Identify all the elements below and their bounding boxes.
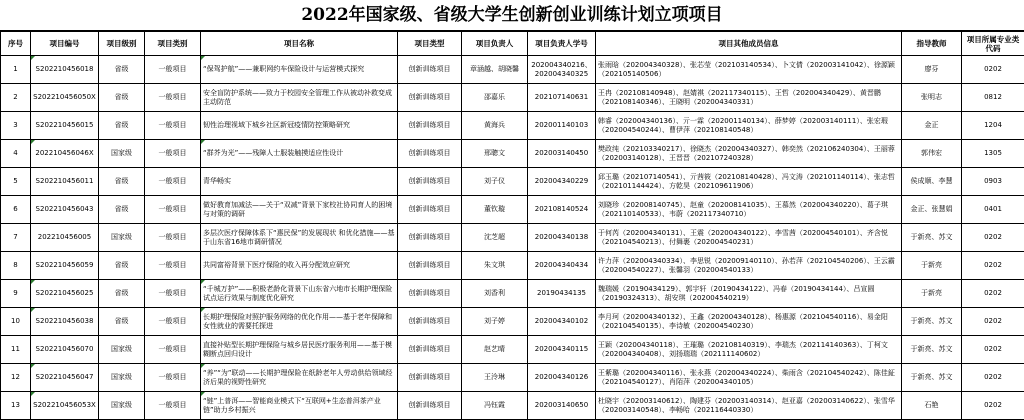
advisor-cell[interactable]: 金正 <box>902 112 962 140</box>
table-row[interactable] <box>1 280 1024 308</box>
major-code-cell[interactable]: 1305 <box>962 140 1024 168</box>
leader-id-cell[interactable]: 202004340115 <box>528 336 596 364</box>
leader-cell[interactable]: 朱文琪 <box>462 252 528 280</box>
project-code-cell[interactable]: S202210456053X <box>31 392 99 420</box>
major-code-cell[interactable]: 0202 <box>962 392 1024 420</box>
leader-cell[interactable]: 刘子仪 <box>462 168 528 196</box>
leader-cell[interactable]: 刘子婷 <box>462 308 528 336</box>
project-level-cell[interactable]: 国家级 <box>99 392 145 420</box>
project-level-cell[interactable]: 省级 <box>99 252 145 280</box>
project-level-cell[interactable]: 省级 <box>99 196 145 224</box>
members-cell[interactable]: 李月珂（202004340132）、王鑫（202004340128）、杨惠源（202104540116）、易金阳（202104540135）、李诗敏（202004540230） <box>596 308 902 336</box>
project-type-cell[interactable]: 创新训练项目 <box>398 168 462 196</box>
project-name-cell[interactable]: 青华畅实 <box>201 168 398 196</box>
table-row[interactable] <box>1 140 1024 168</box>
leader-cell[interactable]: 赵艺晴 <box>462 336 528 364</box>
project-code-cell[interactable]: S202210456015 <box>31 112 99 140</box>
leader-id-cell[interactable]: 202108140524 <box>528 196 596 224</box>
project-level-cell[interactable]: 省级 <box>99 56 145 84</box>
column-header[interactable]: 项目类别 <box>145 32 201 56</box>
project-level-cell[interactable]: 省级 <box>99 280 145 308</box>
project-type-cell[interactable]: 创新训练项目 <box>398 112 462 140</box>
major-code-cell[interactable]: 0401 <box>962 196 1024 224</box>
project-code-cell[interactable]: S202210456050X <box>31 84 99 112</box>
project-name-cell[interactable]: 多层次医疗保障体系下“惠民保”的发展现状 和优化措施——基于山东省16地市调研情况 <box>201 224 398 252</box>
project-table <box>0 31 1024 420</box>
project-level-cell[interactable]: 省级 <box>99 308 145 336</box>
major-code-cell[interactable]: 0202 <box>962 280 1024 308</box>
advisor-cell[interactable]: 郭伟宏 <box>902 140 962 168</box>
leader-id-cell[interactable]: 202004340216、202004340325 <box>528 56 596 84</box>
project-type-cell[interactable]: 创新训练项目 <box>398 140 462 168</box>
leader-id-cell[interactable]: 20190434135 <box>528 280 596 308</box>
project-code-cell[interactable]: S202210456025 <box>31 280 99 308</box>
leader-id-cell[interactable]: 202004340102 <box>528 308 596 336</box>
table-row[interactable] <box>1 308 1024 336</box>
column-header[interactable]: 项目所属专业类代码 <box>962 32 1024 56</box>
header-row <box>1 32 1024 56</box>
leader-cell[interactable]: 王泠琳 <box>462 364 528 392</box>
project-code-cell[interactable]: S202210456018 <box>31 56 99 84</box>
members-cell[interactable]: 张雨晗（202004340328）、张芯莹（202103140534）、卜文倩（202003141042）、徐源颖（202105140506） <box>596 56 902 84</box>
row-number-cell[interactable]: 9 <box>1 280 31 308</box>
leader-cell[interactable]: 邵嘉乐 <box>462 84 528 112</box>
project-name-cell[interactable]: 直接补贴型长期护理保险与城乡居民医疗服务利用——基于模糊断点回归设计 <box>201 336 398 364</box>
advisor-cell[interactable]: 于新亮 <box>902 252 962 280</box>
project-category-cell[interactable]: 一般项目 <box>145 364 201 392</box>
project-category-cell[interactable]: 一般项目 <box>145 84 201 112</box>
row-number-cell[interactable]: 5 <box>1 168 31 196</box>
leader-id-cell[interactable]: 202107140631 <box>528 84 596 112</box>
major-code-cell[interactable]: 0812 <box>962 84 1024 112</box>
leader-cell[interactable]: 章涵越、胡晓馨 <box>462 56 528 84</box>
project-level-cell[interactable]: 国家级 <box>99 364 145 392</box>
advisor-cell[interactable]: 廖芬 <box>902 56 962 84</box>
table-body <box>1 56 1024 420</box>
project-type-cell[interactable]: 创新训练项目 <box>398 364 462 392</box>
project-category-cell[interactable]: 一般项目 <box>145 140 201 168</box>
advisor-cell[interactable]: 于新亮、苏文 <box>902 224 962 252</box>
project-code-cell[interactable]: S202210456011 <box>31 168 99 196</box>
advisor-cell[interactable]: 于新亮、苏文 <box>902 364 962 392</box>
members-cell[interactable]: 王颖（202004340118）、王璀璐（202108140319）、李瑞杰（202114140363）、丁柯文（202004340408）、刘扬瑞瑞（202111140602） <box>596 336 902 364</box>
major-code-cell[interactable]: 0202 <box>962 364 1024 392</box>
project-code-cell[interactable]: S202210456070 <box>31 336 99 364</box>
row-number-cell[interactable]: 6 <box>1 196 31 224</box>
major-code-cell[interactable]: 0202 <box>962 224 1024 252</box>
leader-id-cell[interactable]: 202004340138 <box>528 224 596 252</box>
project-code-cell[interactable]: S202210456043 <box>31 196 99 224</box>
project-code-cell[interactable]: S202210456038 <box>31 308 99 336</box>
row-number-cell[interactable]: 7 <box>1 224 31 252</box>
column-header[interactable]: 项目负责人学号 <box>528 32 596 56</box>
project-level-cell[interactable]: 省级 <box>99 112 145 140</box>
project-name-cell[interactable]: “千城万护”——积极老龄化背景下山东省六地市长期护理保险试点运行效果与制度优化研究 <box>201 280 398 308</box>
row-number-cell[interactable]: 8 <box>1 252 31 280</box>
project-category-cell[interactable]: 一般项目 <box>145 392 201 420</box>
members-cell[interactable]: 刘晓珍（202008140745）、赵童（202008141035）、王慕然（202004340220）、葛子琪（202110140533）、韦蔚（202117340710） <box>596 196 902 224</box>
row-number-cell[interactable]: 3 <box>1 112 31 140</box>
row-number-cell[interactable]: 4 <box>1 140 31 168</box>
project-type-cell[interactable]: 创新训练项目 <box>398 196 462 224</box>
project-name-cell[interactable]: “保驾护航”——兼职网约车保险设计与运营模式探究 <box>201 56 398 84</box>
project-category-cell[interactable]: 一般项目 <box>145 168 201 196</box>
column-header[interactable]: 项目其他成员信息 <box>596 32 902 56</box>
table-row[interactable] <box>1 84 1024 112</box>
table-row[interactable] <box>1 112 1024 140</box>
leader-id-cell[interactable]: 202004340126 <box>528 364 596 392</box>
column-header[interactable]: 指导教师 <box>902 32 962 56</box>
major-code-cell[interactable]: 1204 <box>962 112 1024 140</box>
project-category-cell[interactable]: 一般项目 <box>145 112 201 140</box>
project-type-cell[interactable]: 创新训练项目 <box>398 224 462 252</box>
leader-cell[interactable]: 沈芝超 <box>462 224 528 252</box>
row-number-cell[interactable]: 10 <box>1 308 31 336</box>
leader-id-cell[interactable]: 202004340229 <box>528 168 596 196</box>
leader-id-cell[interactable]: 202003140650 <box>528 392 596 420</box>
advisor-cell[interactable]: 石艳 <box>902 392 962 420</box>
column-header[interactable]: 项目编号 <box>31 32 99 56</box>
leader-id-cell[interactable]: 202001140103 <box>528 112 596 140</box>
members-cell[interactable]: 魏瑞媛（20190434129）、郭宇轩（20190434122）、冯春（20190434144）、吕宣圆（20190324313）、胡安琪（202004540219） <box>596 280 902 308</box>
leader-cell[interactable]: 冯钰霞 <box>462 392 528 420</box>
project-category-cell[interactable]: 一般项目 <box>145 336 201 364</box>
table-row[interactable] <box>1 364 1024 392</box>
project-level-cell[interactable]: 国家级 <box>99 224 145 252</box>
advisor-cell[interactable]: 于新亮 <box>902 280 962 308</box>
project-name-cell[interactable]: “链”上普洱——智能商业模式下“互联网+生态普洱茶产业链”助力乡村振兴 <box>201 392 398 420</box>
table-row[interactable] <box>1 252 1024 280</box>
table-row[interactable] <box>1 196 1024 224</box>
project-level-cell[interactable]: 国家级 <box>99 140 145 168</box>
project-name-cell[interactable]: “养”“为”联动——长期护理保险在纸龄老年人劳动供给领域经济后果的视野性研究 <box>201 364 398 392</box>
project-type-cell[interactable]: 创新训练项目 <box>398 308 462 336</box>
project-name-cell[interactable]: 长期护理保险对照护服务网络的优化作用——基于老年保障和女性就业的需要托探进 <box>201 308 398 336</box>
project-type-cell[interactable]: 创新训练项目 <box>398 392 462 420</box>
members-cell[interactable]: 韩睿（202004340136）、亓一霖（202001140134）、薛梦婷（202003140111）、张宏瑕（202004540244）、曹伊萍（202108140548） <box>596 112 902 140</box>
project-code-cell[interactable]: 202210456046X <box>31 140 99 168</box>
table-row[interactable] <box>1 392 1024 420</box>
advisor-cell[interactable]: 于新亮、苏文 <box>902 308 962 336</box>
page-title: 2022年国家级、省级大学生创新创业训练计划立项项目 <box>0 0 1024 31</box>
leader-id-cell[interactable]: 202003140450 <box>528 140 596 168</box>
project-level-cell[interactable]: 省级 <box>99 168 145 196</box>
project-category-cell[interactable]: 一般项目 <box>145 252 201 280</box>
members-cell[interactable]: 于何芮（202004340131）、王震（202004340122）、李雪茜（202004540101）、齐含悦（202104540213）、付舞裹（202004540231） <box>596 224 902 252</box>
project-name-cell[interactable]: “群芥为光”——残障人士服装触摸适应性设计 <box>201 140 398 168</box>
project-name-cell[interactable]: 共同富裕背景下医疗保险的收入再分配效应研究 <box>201 252 398 280</box>
project-category-cell[interactable]: 一般项目 <box>145 280 201 308</box>
row-number-cell[interactable]: 1 <box>1 56 31 84</box>
advisor-cell[interactable]: 于新亮、苏文 <box>902 336 962 364</box>
advisor-cell[interactable]: 张明志 <box>902 84 962 112</box>
major-code-cell[interactable]: 0202 <box>962 56 1024 84</box>
column-header[interactable]: 项目级别 <box>99 32 145 56</box>
column-header[interactable]: 项目类型 <box>398 32 462 56</box>
project-code-cell[interactable]: 202210456005 <box>31 224 99 252</box>
members-cell[interactable]: 杜晓宇（202003140612）、陶建芬（202003140314）、赵亚嘉（202003140622）、张雪华（202003140548）、李畅哈（202116440330） <box>596 392 902 420</box>
project-type-cell[interactable]: 创新训练项目 <box>398 280 462 308</box>
row-number-cell[interactable]: 2 <box>1 84 31 112</box>
leader-cell[interactable]: 董钦璇 <box>462 196 528 224</box>
column-header[interactable]: 项目名称 <box>201 32 398 56</box>
project-level-cell[interactable]: 省级 <box>99 84 145 112</box>
project-name-cell[interactable]: 安全盲防护系统——致力于校园安全管理工作从被动补救变成主动防范 <box>201 84 398 112</box>
members-cell[interactable]: 邱玉璐（202107140541）、亓茜筱（202108140428）、冯文涛（202101140114）、张志哲（202101144424）、方乾昊（202109611906） <box>596 168 902 196</box>
project-name-cell[interactable]: 韧性治理视域下城乡社区新冠疫情防控策略研究 <box>201 112 398 140</box>
row-number-cell[interactable]: 13 <box>1 392 31 420</box>
table-row[interactable] <box>1 336 1024 364</box>
project-category-cell[interactable]: 一般项目 <box>145 308 201 336</box>
major-code-cell[interactable]: 0202 <box>962 336 1024 364</box>
row-number-cell[interactable]: 12 <box>1 364 31 392</box>
advisor-cell[interactable]: 金正、张慧娟 <box>902 196 962 224</box>
major-code-cell[interactable]: 0202 <box>962 308 1024 336</box>
leader-cell[interactable]: 黄海兵 <box>462 112 528 140</box>
leader-id-cell[interactable]: 202004340434 <box>528 252 596 280</box>
table-row[interactable] <box>1 168 1024 196</box>
leader-cell[interactable]: 邢聰文 <box>462 140 528 168</box>
project-type-cell[interactable]: 创新训练项目 <box>398 56 462 84</box>
members-cell[interactable]: 王紫璐（202004340116）、张永燕（202004340224）、柴雨含（202104540242）、陈佳鉦（202104540127）、肖陌萍（202004340105） <box>596 364 902 392</box>
members-cell[interactable]: 樊政纯（202103340217）、徐晓杰（202004340327）、韩奕然（202106240304）、王丽蓉（202003140128）、王晋晋（202107240328） <box>596 140 902 168</box>
project-level-cell[interactable]: 国家级 <box>99 336 145 364</box>
project-code-cell[interactable]: S202210456047 <box>31 364 99 392</box>
project-name-cell[interactable]: 做好教育加减法——关于“双减”背景下家校社协同育人的困境与对策的调研 <box>201 196 398 224</box>
major-code-cell[interactable]: 0202 <box>962 252 1024 280</box>
project-type-cell[interactable]: 创新训练项目 <box>398 84 462 112</box>
project-type-cell[interactable]: 创新训练项目 <box>398 336 462 364</box>
project-type-cell[interactable]: 创新训练项目 <box>398 252 462 280</box>
members-cell[interactable]: 许力萍（202004340334）、李思锐（202009140110）、孙若萍（202104540206）、王云霸（202004540227）、张馨羽（202004540133） <box>596 252 902 280</box>
table-row[interactable] <box>1 56 1024 84</box>
major-code-cell[interactable]: 0903 <box>962 168 1024 196</box>
column-header[interactable]: 序号 <box>1 32 31 56</box>
members-cell[interactable]: 王冉（202108140948）、赵婧祺（202117340115）、王哲（202004340429）、黄晋鹏（202108140346）、王晓明（202004340331） <box>596 84 902 112</box>
project-category-cell[interactable]: 一般项目 <box>145 196 201 224</box>
advisor-cell[interactable]: 侯成顺、李慧 <box>902 168 962 196</box>
project-category-cell[interactable]: 一般项目 <box>145 224 201 252</box>
project-code-cell[interactable]: S202210456059 <box>31 252 99 280</box>
leader-cell[interactable]: 刘香利 <box>462 280 528 308</box>
column-header[interactable]: 项目负责人 <box>462 32 528 56</box>
row-number-cell[interactable]: 11 <box>1 336 31 364</box>
table-row[interactable] <box>1 224 1024 252</box>
project-category-cell[interactable]: 一般项目 <box>145 56 201 84</box>
